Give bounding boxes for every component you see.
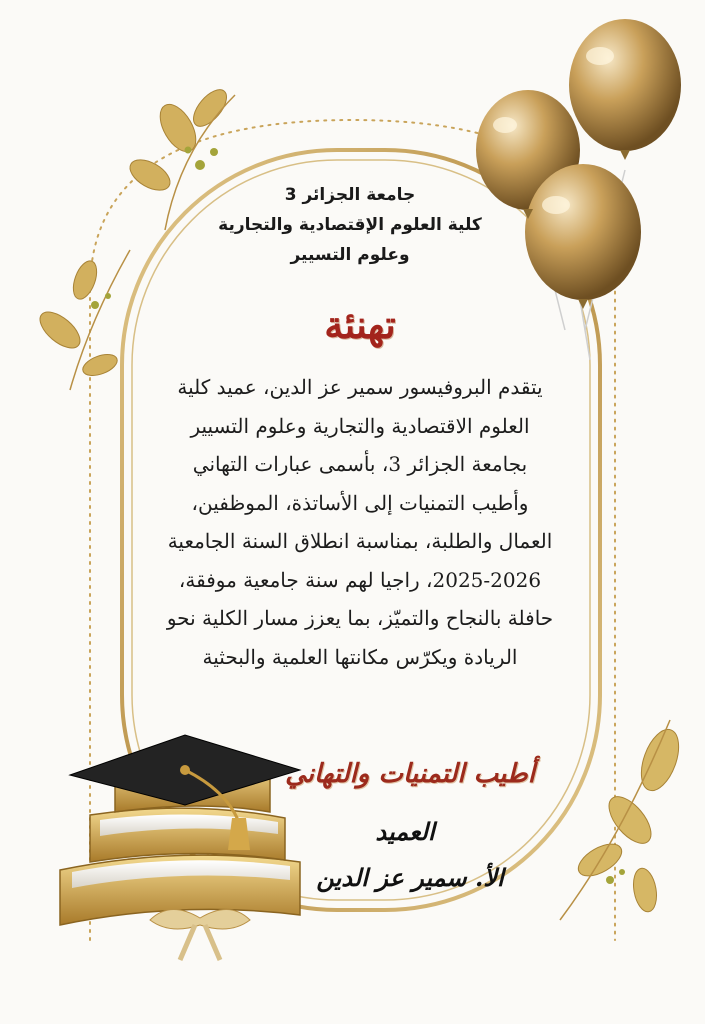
university-name: جامعة الجزائر 3 xyxy=(284,185,416,205)
closing-wishes: أطيب التمنيات والتهاني xyxy=(285,759,535,789)
message-line: حافلة بالنجاح والتميّز، بما يعزز مسار الكلية نحو xyxy=(166,606,554,630)
message-line: العلوم الاقتصادية والتجارية وعلوم التسيير xyxy=(190,413,530,438)
balloon-icon xyxy=(476,19,681,360)
message-line: بجامعة الجزائر 3، بأسمى عبارات التهاني xyxy=(192,452,528,476)
faculty-name-continued: وعلوم التسيير xyxy=(290,245,410,265)
card-title: تهنئة xyxy=(324,302,396,347)
message-line: الريادة ويكرّس مكانتها العلمية والبحثية xyxy=(202,644,518,669)
message-line: العمال والطلبة، بمناسبة انطلاق السنة الجامعية xyxy=(167,529,553,553)
signature-title: العميد xyxy=(375,817,435,846)
faculty-name: كلية العلوم الإقتصادية والتجارية xyxy=(218,215,482,235)
message-line: وأطيب التمنيات إلى الأساتذة، الموظفين، xyxy=(191,490,529,515)
message-body xyxy=(160,368,560,676)
university-header xyxy=(200,180,500,270)
signature-name: الأ. سمير عز الدين xyxy=(316,863,504,892)
message-line: 2025-2026، راجيا لهم سنة جامعية موفقة، xyxy=(178,567,542,592)
message-line: يتقدم البروفيسور سمير عز الدين، عميد كلية xyxy=(177,375,543,399)
